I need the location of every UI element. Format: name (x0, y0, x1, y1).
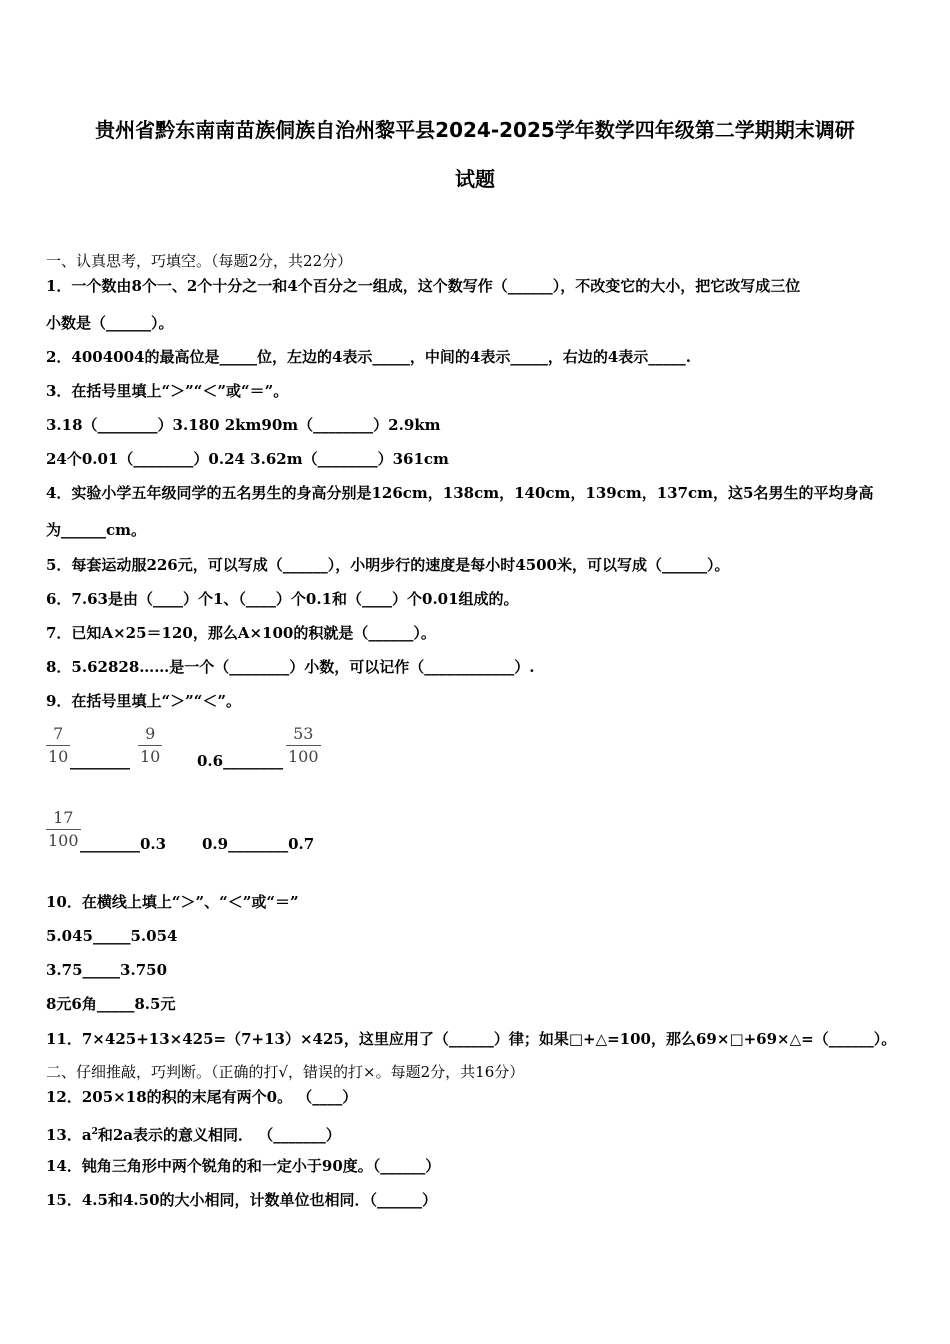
fraction-numerator: 9 (145, 724, 156, 743)
fraction-17-100 (46, 808, 81, 851)
section1-heading: 一、认真思考，巧填空。（每题2分，共22分） (46, 252, 353, 270)
fraction-denominator: 100 (48, 831, 79, 850)
question-4-line1: 4．实验小学五年级同学的五名男生的身高分别是126cm，138cm，140cm，139cm，137cm，这5名男生的平均身高 (46, 484, 874, 502)
document-title: 贵州省黔东南南苗族侗族自治州黎平县2024-2025学年数学四年级第二学期期末调研 (95, 118, 855, 142)
section2-heading: 二、仔细推敲，巧判断。（正确的打√，错误的打×。每题2分，共16分） (46, 1063, 525, 1081)
question-14: 14．钝角三角形中两个锐角的和一定小于90度。（______） (46, 1157, 441, 1175)
question-3-stem: 3．在括号里填上“＞”“＜”或“＝”。 (46, 382, 289, 400)
question-5: 5．每套运动服226元，可以写成（______），小明步行的速度是每小时4500米，可以写成（______）。 (46, 556, 730, 574)
question-3-row1: 3.18（________）3.180 2km90m（________）2.9km (46, 416, 441, 434)
fraction-denominator: 100 (288, 747, 319, 766)
question-6: 6．7.63是由（____）个1、（____）个0.1和（____）个0.01组成的。 (46, 590, 519, 608)
compare-0-9-0-7[interactable]: 0.9________0.7 (202, 835, 315, 853)
fraction-bar (46, 829, 81, 830)
compare-blank-1[interactable]: ________ (70, 752, 130, 770)
fraction-denominator: 10 (140, 747, 161, 766)
question-11: 11．7×425+13×425=（7+13）×425，这里应用了（______）律；如果□+△=100，那么69×□+69×△=（______）。 (46, 1030, 897, 1048)
fraction-bar (286, 745, 321, 746)
question-10-stem: 10．在横线上填上“＞”、“＜”或“＝” (46, 893, 299, 911)
fraction-7-10 (46, 724, 70, 767)
question-10-row1: 5.045_____5.054 (46, 927, 178, 945)
fraction-numerator: 7 (53, 724, 64, 743)
fraction-denominator: 10 (48, 747, 69, 766)
fraction-numerator: 53 (293, 724, 314, 743)
fraction-bar (46, 745, 70, 746)
question-10-row2: 3.75_____3.750 (46, 961, 168, 979)
question-13-suffix: 和2a表示的意义相同． （_______） (97, 1126, 341, 1144)
document-title-line2: 试题 (455, 167, 495, 191)
fraction-bar (138, 745, 162, 746)
fraction-53-100 (286, 724, 321, 767)
question-1-line2: 小数是（______）。 (46, 314, 174, 332)
question-10-row3: 8元6角_____8.5元 (46, 995, 176, 1013)
compare-0-3[interactable]: ________0.3 (80, 835, 167, 853)
question-2: 2．4004004的最高位是_____位，左边的4表示_____，中间的4表示_____，右边的4表示_____. (46, 348, 692, 366)
fraction-numerator: 17 (53, 808, 74, 827)
question-12: 12．205×18的积的末尾有两个0。 （____） (46, 1088, 358, 1106)
question-9-stem: 9．在括号里填上“＞”“＜”。 (46, 692, 241, 710)
compare-0-6[interactable]: 0.6________ (197, 752, 284, 770)
question-4-line2: 为______cm。 (46, 521, 147, 539)
question-13 (46, 1122, 341, 1145)
question-8: 8．5.62828……是一个（________）小数，可以记作（____________）. (46, 658, 535, 676)
question-3-row2: 24个0.01（________）0.24 3.62m（________）361cm (46, 450, 449, 468)
question-7: 7．已知A×25＝120，那么A×100的积就是（______）。 (46, 624, 436, 642)
question-13-prefix: 13．a (46, 1126, 92, 1144)
superscript: 2 (91, 1127, 98, 1137)
question-15: 15．4.5和4.50的大小相同，计数单位也相同．（______） (46, 1191, 438, 1209)
question-1-line1: 1．一个数由8个一、2个十分之一和4个百分之一组成，这个数写作（______），不改变它的大小，把它改写成三位 (46, 277, 801, 295)
fraction-9-10 (138, 724, 162, 767)
